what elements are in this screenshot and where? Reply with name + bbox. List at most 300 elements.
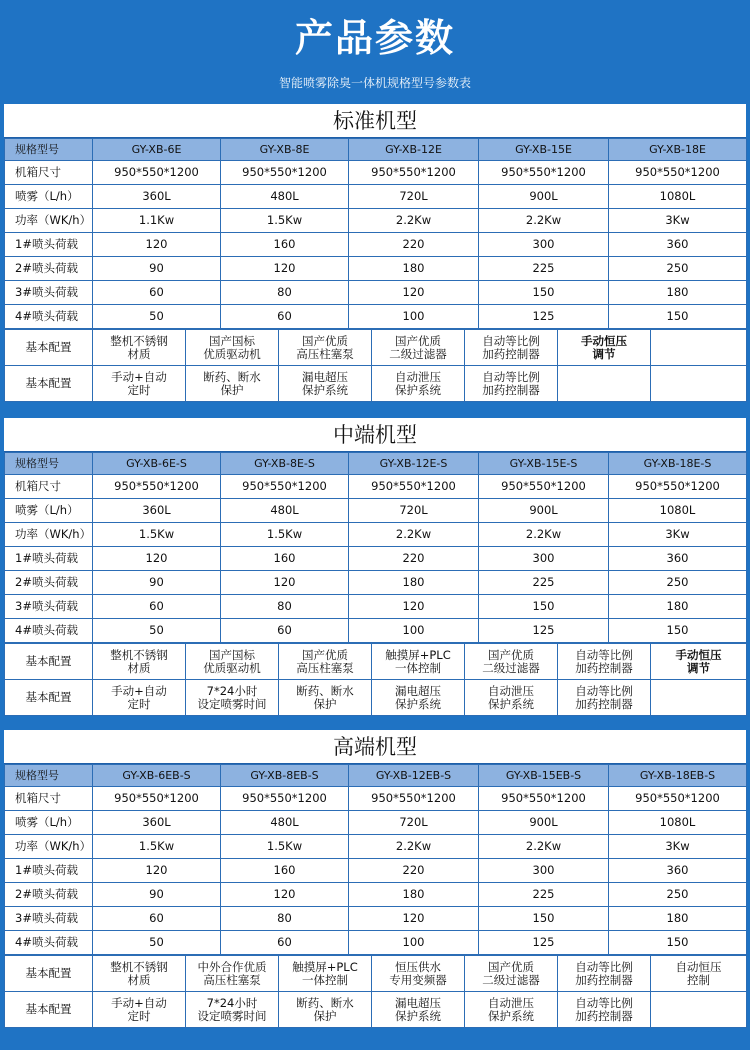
table-cell: 1.5Kw bbox=[93, 523, 221, 547]
row-label: 1#喷头荷载 bbox=[5, 547, 93, 571]
table-cell: GY-XB-12E bbox=[349, 139, 479, 161]
spec-section bbox=[4, 730, 746, 1028]
table-cell: 950*550*1200 bbox=[349, 787, 479, 811]
row-label: 3#喷头荷载 bbox=[5, 595, 93, 619]
config-line: 优质驱动机 bbox=[203, 346, 261, 361]
table-cell: 1.5Kw bbox=[221, 523, 349, 547]
config-line: 高压柱塞泵 bbox=[203, 972, 261, 987]
table-cell: 120 bbox=[221, 883, 349, 907]
table-cell: GY-XB-6EB-S bbox=[93, 765, 221, 787]
config-item bbox=[651, 366, 747, 402]
table-cell: GY-XB-6E-S bbox=[93, 453, 221, 475]
config-line: 手动+自动 bbox=[111, 683, 167, 698]
table-cell: GY-XB-15EB-S bbox=[479, 765, 609, 787]
config-line: 自动泄压 bbox=[488, 995, 534, 1010]
table-row bbox=[5, 209, 747, 233]
config-line: 漏电超压 bbox=[395, 995, 441, 1010]
table-cell: 1.5Kw bbox=[93, 835, 221, 859]
config-line: 自动等比例 bbox=[482, 333, 540, 348]
config-row bbox=[5, 992, 747, 1028]
config-line: 保护 bbox=[313, 1008, 337, 1023]
config-line: 保护系统 bbox=[395, 696, 441, 711]
table-cell: GY-XB-12E-S bbox=[349, 453, 479, 475]
table-cell: 125 bbox=[479, 619, 609, 643]
table-cell: 80 bbox=[221, 281, 349, 305]
table-cell: GY-XB-12EB-S bbox=[349, 765, 479, 787]
table-cell: 250 bbox=[609, 257, 747, 281]
config-line: 手动+自动 bbox=[111, 369, 167, 384]
row-label: 功率（WK/h） bbox=[5, 835, 93, 859]
table-cell: 950*550*1200 bbox=[479, 161, 609, 185]
config-line: 自动泄压 bbox=[488, 683, 534, 698]
row-label: 1#喷头荷载 bbox=[5, 859, 93, 883]
table-cell: 150 bbox=[609, 305, 747, 329]
table-cell: 3Kw bbox=[609, 209, 747, 233]
row-label: 2#喷头荷载 bbox=[5, 883, 93, 907]
config-line: 设定喷雾时间 bbox=[197, 696, 267, 711]
config-line: 触摸屏+PLC bbox=[385, 647, 451, 662]
table-cell: 180 bbox=[609, 281, 747, 305]
config-item bbox=[93, 992, 186, 1028]
table-row bbox=[5, 765, 747, 787]
row-label: 喷雾（L/h） bbox=[5, 185, 93, 209]
table-cell: 1.5Kw bbox=[221, 835, 349, 859]
config-line: 国产优质 bbox=[395, 333, 441, 348]
row-label: 4#喷头荷载 bbox=[5, 619, 93, 643]
table-row bbox=[5, 257, 747, 281]
config-item bbox=[465, 956, 558, 992]
table-cell: 300 bbox=[479, 233, 609, 257]
table-cell: 1080L bbox=[609, 185, 747, 209]
config-line: 国产优质 bbox=[488, 959, 534, 974]
table-cell: 50 bbox=[93, 931, 221, 955]
table-cell: 950*550*1200 bbox=[479, 475, 609, 499]
table-cell: 120 bbox=[93, 859, 221, 883]
config-line: 加药控制器 bbox=[482, 382, 540, 397]
row-label: 功率（WK/h） bbox=[5, 523, 93, 547]
config-item bbox=[465, 680, 558, 716]
section-title: 标准机型 bbox=[4, 104, 746, 138]
config-line: 整机不锈钢 bbox=[110, 333, 168, 348]
table-row bbox=[5, 835, 747, 859]
table-cell: 360L bbox=[93, 811, 221, 835]
spec-table bbox=[4, 764, 747, 955]
table-row bbox=[5, 453, 747, 475]
config-line: 自动等比例 bbox=[575, 959, 633, 974]
table-cell: GY-XB-18E-S bbox=[609, 453, 747, 475]
config-item bbox=[558, 366, 651, 402]
table-cell: 50 bbox=[93, 619, 221, 643]
table-row bbox=[5, 499, 747, 523]
config-line: 自动恒压 bbox=[675, 959, 722, 974]
table-row bbox=[5, 787, 747, 811]
config-line: 加药控制器 bbox=[575, 696, 633, 711]
config-item bbox=[651, 956, 747, 992]
config-row bbox=[5, 644, 747, 680]
config-row bbox=[5, 680, 747, 716]
table-cell: 90 bbox=[93, 571, 221, 595]
table-cell: 225 bbox=[479, 571, 609, 595]
config-line: 断药、断水 bbox=[296, 995, 354, 1010]
table-row bbox=[5, 185, 747, 209]
table-cell: 150 bbox=[479, 907, 609, 931]
config-line: 二级过滤器 bbox=[482, 660, 540, 675]
config-line: 加药控制器 bbox=[575, 1008, 633, 1023]
section-title: 高端机型 bbox=[4, 730, 746, 764]
table-cell: 220 bbox=[349, 547, 479, 571]
table-cell: 180 bbox=[609, 595, 747, 619]
config-item bbox=[372, 330, 465, 366]
table-cell: 950*550*1200 bbox=[221, 787, 349, 811]
table-cell: 150 bbox=[609, 931, 747, 955]
config-item bbox=[651, 992, 747, 1028]
table-cell: 360L bbox=[93, 185, 221, 209]
config-line: 触摸屏+PLC bbox=[292, 959, 358, 974]
table-row bbox=[5, 859, 747, 883]
config-line: 断药、断水 bbox=[296, 683, 354, 698]
config-line: 保护系统 bbox=[395, 1008, 441, 1023]
table-cell: 480L bbox=[221, 499, 349, 523]
config-line: 自动等比例 bbox=[575, 995, 633, 1010]
config-line: 定时 bbox=[127, 382, 151, 397]
table-cell: 2.2Kw bbox=[479, 523, 609, 547]
table-row bbox=[5, 883, 747, 907]
config-line: 二级过滤器 bbox=[389, 346, 447, 361]
config-item bbox=[186, 366, 279, 402]
table-cell: 120 bbox=[349, 281, 479, 305]
config-item bbox=[651, 644, 747, 680]
row-label: 机箱尺寸 bbox=[5, 787, 93, 811]
row-label: 基本配置 bbox=[5, 680, 93, 716]
table-cell: GY-XB-15E-S bbox=[479, 453, 609, 475]
row-label: 机箱尺寸 bbox=[5, 161, 93, 185]
spec-section bbox=[4, 104, 746, 402]
table-row bbox=[5, 619, 747, 643]
table-cell: 300 bbox=[479, 547, 609, 571]
table-cell: 80 bbox=[221, 595, 349, 619]
table-cell: 225 bbox=[479, 257, 609, 281]
spec-section bbox=[4, 418, 746, 716]
row-label: 2#喷头荷载 bbox=[5, 571, 93, 595]
table-cell: 1.5Kw bbox=[221, 209, 349, 233]
table-cell: 120 bbox=[221, 571, 349, 595]
table-row bbox=[5, 595, 747, 619]
config-line: 材质 bbox=[127, 972, 151, 987]
table-row bbox=[5, 281, 747, 305]
config-line: 漏电超压 bbox=[395, 683, 441, 698]
row-label: 3#喷头荷载 bbox=[5, 281, 93, 305]
config-line: 保护系统 bbox=[488, 696, 534, 711]
config-line: 二级过滤器 bbox=[482, 972, 540, 987]
row-label: 4#喷头荷载 bbox=[5, 931, 93, 955]
table-cell: 360 bbox=[609, 859, 747, 883]
config-item bbox=[651, 680, 747, 716]
config-item bbox=[372, 366, 465, 402]
table-cell: 360L bbox=[93, 499, 221, 523]
table-cell: 2.2Kw bbox=[349, 835, 479, 859]
config-line: 定时 bbox=[127, 1008, 151, 1023]
table-cell: 150 bbox=[479, 281, 609, 305]
config-line: 优质驱动机 bbox=[203, 660, 261, 675]
config-line: 手动恒压 bbox=[581, 333, 627, 348]
config-line: 加药控制器 bbox=[575, 972, 633, 987]
config-line: 设定喷雾时间 bbox=[197, 1008, 267, 1023]
table-cell: 60 bbox=[93, 595, 221, 619]
page-header bbox=[0, 0, 750, 104]
config-item bbox=[372, 680, 465, 716]
section-title: 中端机型 bbox=[4, 418, 746, 452]
spec-table bbox=[4, 138, 747, 329]
table-cell: 480L bbox=[221, 811, 349, 835]
config-line: 专用变频器 bbox=[389, 972, 447, 987]
table-cell: 225 bbox=[479, 883, 609, 907]
table-cell: 900L bbox=[479, 499, 609, 523]
config-line: 一体控制 bbox=[395, 660, 441, 675]
config-table bbox=[4, 643, 747, 716]
table-cell: 950*550*1200 bbox=[221, 161, 349, 185]
table-cell: 120 bbox=[349, 907, 479, 931]
table-cell: 950*550*1200 bbox=[221, 475, 349, 499]
table-cell: 950*550*1200 bbox=[349, 475, 479, 499]
row-label: 基本配置 bbox=[5, 644, 93, 680]
table-cell: 100 bbox=[349, 619, 479, 643]
config-line: 整机不锈钢 bbox=[110, 959, 168, 974]
page-title: 产品参数 bbox=[294, 16, 455, 60]
config-line: 加药控制器 bbox=[482, 346, 540, 361]
table-row bbox=[5, 233, 747, 257]
table-cell: 2.2Kw bbox=[479, 209, 609, 233]
config-item bbox=[279, 956, 372, 992]
table-cell: 180 bbox=[349, 257, 479, 281]
config-line: 定时 bbox=[127, 696, 151, 711]
row-label: 规格型号 bbox=[5, 453, 93, 475]
config-item bbox=[558, 644, 651, 680]
table-cell: 220 bbox=[349, 233, 479, 257]
config-line: 7*24小时 bbox=[206, 995, 258, 1010]
table-cell: 160 bbox=[221, 859, 349, 883]
table-cell: 720L bbox=[349, 185, 479, 209]
table-cell: 950*550*1200 bbox=[609, 787, 747, 811]
table-cell: 2.2Kw bbox=[349, 523, 479, 547]
config-item bbox=[93, 366, 186, 402]
config-item bbox=[279, 330, 372, 366]
config-item bbox=[186, 992, 279, 1028]
table-cell: 950*550*1200 bbox=[479, 787, 609, 811]
config-item bbox=[465, 644, 558, 680]
config-line: 保护 bbox=[220, 382, 244, 397]
config-item bbox=[93, 680, 186, 716]
page-subtitle: 智能喷雾除臭一体机规格型号参数表 bbox=[278, 76, 471, 90]
config-item bbox=[93, 956, 186, 992]
config-item bbox=[93, 644, 186, 680]
table-cell: 90 bbox=[93, 883, 221, 907]
config-item bbox=[93, 330, 186, 366]
table-cell: GY-XB-15E bbox=[479, 139, 609, 161]
table-cell: GY-XB-18EB-S bbox=[609, 765, 747, 787]
table-cell: 180 bbox=[349, 571, 479, 595]
table-cell: 250 bbox=[609, 883, 747, 907]
table-cell: 120 bbox=[93, 547, 221, 571]
table-cell: 950*550*1200 bbox=[609, 475, 747, 499]
config-line: 高压柱塞泵 bbox=[296, 660, 354, 675]
config-line: 7*24小时 bbox=[206, 683, 258, 698]
row-label: 喷雾（L/h） bbox=[5, 811, 93, 835]
table-row bbox=[5, 931, 747, 955]
row-label: 规格型号 bbox=[5, 765, 93, 787]
table-cell: 50 bbox=[93, 305, 221, 329]
table-cell: GY-XB-8E bbox=[221, 139, 349, 161]
table-cell: 160 bbox=[221, 233, 349, 257]
table-cell: 1080L bbox=[609, 811, 747, 835]
table-cell: 480L bbox=[221, 185, 349, 209]
config-line: 国产国标 bbox=[209, 333, 255, 348]
row-label: 机箱尺寸 bbox=[5, 475, 93, 499]
table-cell: 100 bbox=[349, 305, 479, 329]
config-line: 调节 bbox=[687, 660, 710, 675]
config-row bbox=[5, 330, 747, 366]
config-item bbox=[465, 992, 558, 1028]
table-cell: 150 bbox=[479, 595, 609, 619]
table-cell: 120 bbox=[221, 257, 349, 281]
config-item bbox=[279, 366, 372, 402]
config-item bbox=[186, 330, 279, 366]
config-line: 保护 bbox=[313, 696, 337, 711]
config-item bbox=[186, 644, 279, 680]
table-cell: 3Kw bbox=[609, 835, 747, 859]
config-line: 保护系统 bbox=[488, 1008, 534, 1023]
row-label: 喷雾（L/h） bbox=[5, 499, 93, 523]
table-cell: 90 bbox=[93, 257, 221, 281]
config-item bbox=[279, 644, 372, 680]
row-label: 2#喷头荷载 bbox=[5, 257, 93, 281]
row-label: 1#喷头荷载 bbox=[5, 233, 93, 257]
table-cell: 150 bbox=[609, 619, 747, 643]
config-line: 自动等比例 bbox=[482, 369, 540, 384]
row-label: 基本配置 bbox=[5, 330, 93, 366]
table-cell: 950*550*1200 bbox=[609, 161, 747, 185]
table-row bbox=[5, 523, 747, 547]
table-cell: 60 bbox=[93, 907, 221, 931]
table-row bbox=[5, 475, 747, 499]
table-cell: 160 bbox=[221, 547, 349, 571]
config-item bbox=[558, 956, 651, 992]
table-cell: 60 bbox=[221, 305, 349, 329]
table-row bbox=[5, 161, 747, 185]
config-row bbox=[5, 366, 747, 402]
config-item bbox=[372, 644, 465, 680]
table-cell: 1080L bbox=[609, 499, 747, 523]
table-cell: 220 bbox=[349, 859, 479, 883]
table-cell: 120 bbox=[93, 233, 221, 257]
config-item bbox=[186, 680, 279, 716]
row-label: 3#喷头荷载 bbox=[5, 907, 93, 931]
table-cell: GY-XB-18E bbox=[609, 139, 747, 161]
table-cell: GY-XB-8E-S bbox=[221, 453, 349, 475]
spec-table bbox=[4, 452, 747, 643]
config-item bbox=[558, 330, 651, 366]
config-item bbox=[372, 956, 465, 992]
table-cell: 180 bbox=[609, 907, 747, 931]
config-line: 整机不锈钢 bbox=[110, 647, 168, 662]
config-line: 加药控制器 bbox=[575, 660, 633, 675]
table-cell: 300 bbox=[479, 859, 609, 883]
table-cell: 125 bbox=[479, 931, 609, 955]
table-cell: 720L bbox=[349, 811, 479, 835]
table-row bbox=[5, 811, 747, 835]
table-cell: 360 bbox=[609, 547, 747, 571]
table-cell: 80 bbox=[221, 907, 349, 931]
config-line: 手动+自动 bbox=[111, 995, 167, 1010]
table-cell: 180 bbox=[349, 883, 479, 907]
config-line: 国产优质 bbox=[302, 333, 348, 348]
table-row bbox=[5, 547, 747, 571]
config-line: 手动恒压 bbox=[675, 647, 722, 662]
config-line: 国产优质 bbox=[302, 647, 348, 662]
table-cell: 2.2Kw bbox=[349, 209, 479, 233]
config-line: 材质 bbox=[127, 660, 151, 675]
config-line: 国产国标 bbox=[209, 647, 255, 662]
table-cell: GY-XB-6E bbox=[93, 139, 221, 161]
config-item bbox=[558, 992, 651, 1028]
config-line: 材质 bbox=[127, 346, 151, 361]
table-cell: 950*550*1200 bbox=[93, 475, 221, 499]
table-cell: 100 bbox=[349, 931, 479, 955]
table-row bbox=[5, 907, 747, 931]
table-cell: 60 bbox=[221, 931, 349, 955]
row-label: 规格型号 bbox=[5, 139, 93, 161]
config-item bbox=[279, 992, 372, 1028]
table-cell: GY-XB-8EB-S bbox=[221, 765, 349, 787]
config-item bbox=[279, 680, 372, 716]
table-cell: 2.2Kw bbox=[479, 835, 609, 859]
config-line: 中外合作优质 bbox=[197, 959, 267, 974]
config-line: 自动等比例 bbox=[575, 683, 633, 698]
config-item bbox=[558, 680, 651, 716]
row-label: 基本配置 bbox=[5, 366, 93, 402]
table-cell: 125 bbox=[479, 305, 609, 329]
row-label: 基本配置 bbox=[5, 956, 93, 992]
table-cell: 60 bbox=[221, 619, 349, 643]
table-cell: 950*550*1200 bbox=[93, 161, 221, 185]
table-cell: 900L bbox=[479, 185, 609, 209]
table-row bbox=[5, 571, 747, 595]
table-cell: 1.1Kw bbox=[93, 209, 221, 233]
table-cell: 360 bbox=[609, 233, 747, 257]
config-item bbox=[372, 992, 465, 1028]
table-cell: 950*550*1200 bbox=[93, 787, 221, 811]
config-item bbox=[465, 366, 558, 402]
config-line: 自动泄压 bbox=[395, 369, 441, 384]
config-line: 调节 bbox=[592, 346, 616, 361]
config-item bbox=[186, 956, 279, 992]
config-line: 高压柱塞泵 bbox=[296, 346, 354, 361]
table-cell: 900L bbox=[479, 811, 609, 835]
config-line: 保护系统 bbox=[395, 382, 441, 397]
table-cell: 60 bbox=[93, 281, 221, 305]
table-cell: 720L bbox=[349, 499, 479, 523]
table-cell: 3Kw bbox=[609, 523, 747, 547]
config-line: 恒压供水 bbox=[395, 959, 441, 974]
config-line: 国产优质 bbox=[488, 647, 534, 662]
table-cell: 250 bbox=[609, 571, 747, 595]
row-label: 基本配置 bbox=[5, 992, 93, 1028]
config-item bbox=[465, 330, 558, 366]
config-line: 一体控制 bbox=[302, 972, 348, 987]
table-row bbox=[5, 139, 747, 161]
config-table bbox=[4, 329, 747, 402]
config-line: 漏电超压 bbox=[302, 369, 348, 384]
config-item bbox=[651, 330, 747, 366]
